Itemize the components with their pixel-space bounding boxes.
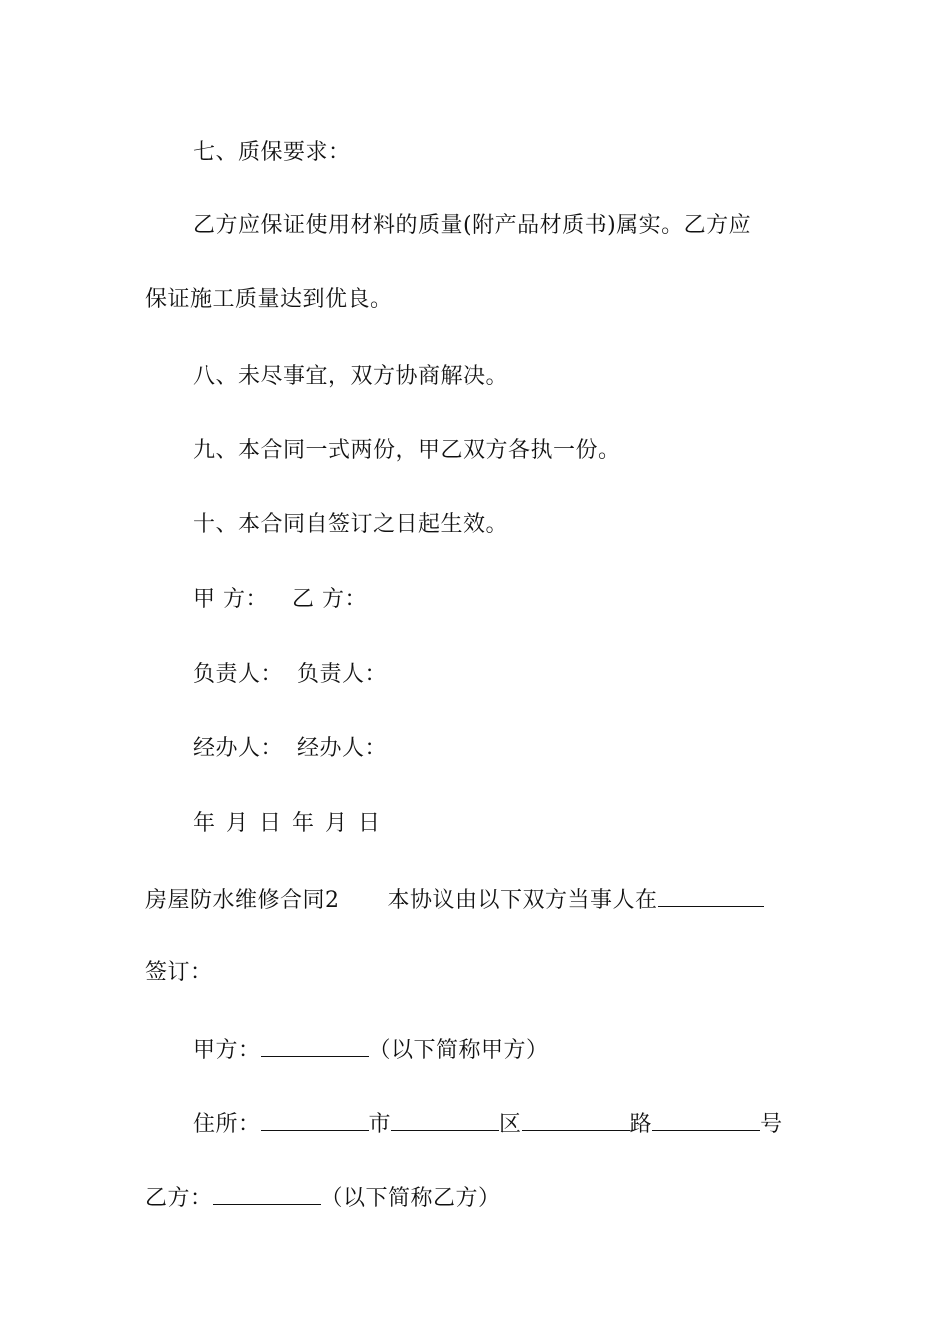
party-a-name-blank [261,1034,369,1057]
party-b-responsible-label: 负责人： [297,662,388,687]
date-line: 年 月 日 年 月 日 [193,811,382,836]
city-blank [261,1108,369,1131]
party-signature-line [193,585,367,615]
number-label: 号 [760,1112,783,1137]
party-a-label: 甲 方： [193,587,268,612]
address-field-line [193,1108,783,1140]
party-b-label: 乙 方： [292,587,367,612]
district-blank [391,1108,499,1131]
road-label: 路 [629,1112,653,1137]
section-7-heading: 七、质保要求： [193,140,351,165]
party-b-name-blank [213,1182,321,1205]
party-b-field-line [145,1182,501,1214]
section-10-text: 十、本合同自签订之日起生效。 [193,512,509,537]
party-a-field-label: 甲方： [193,1038,261,1063]
contract-2-title-line [145,884,764,916]
contract-2-title: 房屋防水维修合同2 [145,888,340,913]
party-a-responsible-label: 负责人： [193,662,284,687]
city-label: 市 [368,1112,392,1137]
number-blank [652,1108,760,1131]
party-a-handler-label: 经办人： [193,736,284,761]
party-b-handler-label: 经办人： [297,736,388,761]
section-9-text: 九、本合同一式两份，甲乙双方各执一份。 [193,438,621,463]
section-7-paragraph-line-1: 乙方应保证使用材料的质量(附产品材质书)属实。乙方应 [193,213,752,238]
party-a-field-line [193,1034,549,1066]
party-b-field-label: 乙方： [145,1186,213,1211]
party-b-abbreviation-note: （以下简称乙方） [320,1186,501,1211]
signing-place-blank [658,884,764,907]
district-label: 区 [499,1112,522,1137]
handler-line [193,734,387,764]
address-label: 住所： [193,1112,261,1137]
section-8-text: 八、未尽事宜，双方协商解决。 [193,364,509,389]
section-7-paragraph-line-2: 保证施工质量达到优良。 [145,287,393,312]
signing-continuation: 签订： [145,960,213,985]
road-blank [522,1108,630,1131]
contract-2-intro: 本协议由以下双方当事人在 [387,888,658,913]
party-a-abbreviation-note: （以下简称甲方） [368,1038,549,1063]
responsible-person-line [193,660,387,690]
